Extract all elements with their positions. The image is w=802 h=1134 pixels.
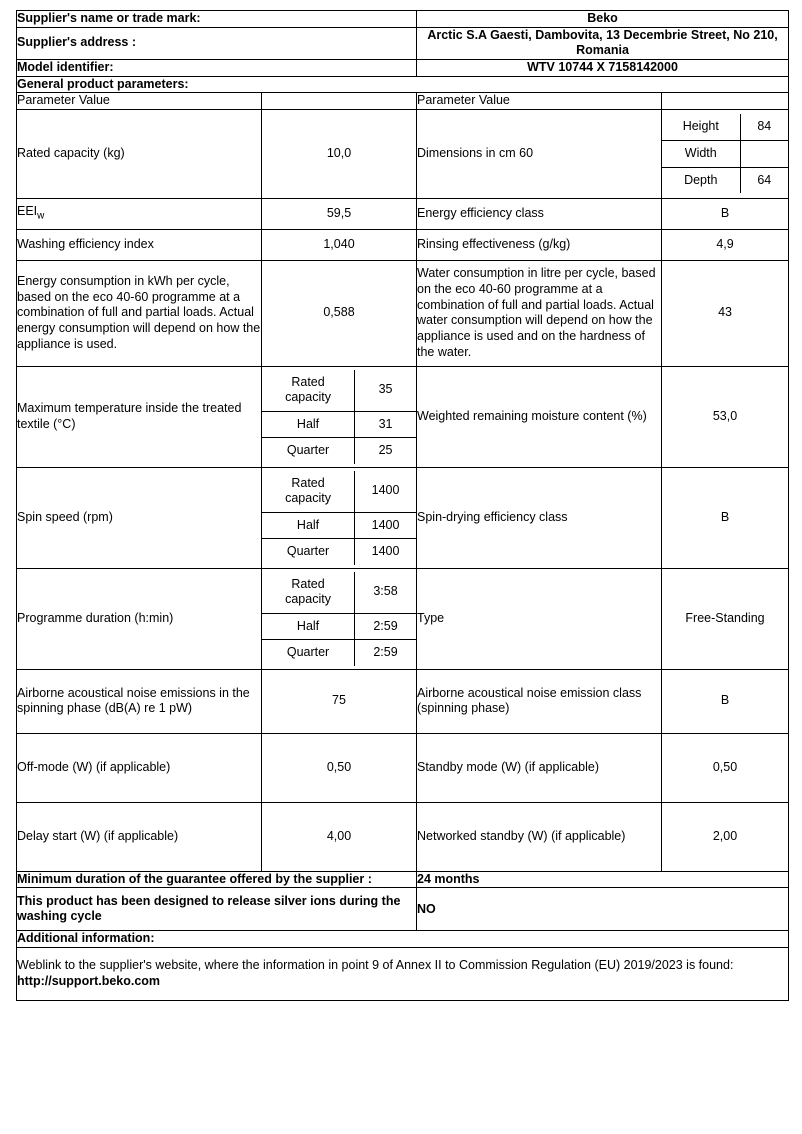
- eei-label: [17, 198, 262, 229]
- max-temperature-half-label: Half: [262, 411, 355, 438]
- table-row-noise: [17, 669, 789, 733]
- model-identifier-label: Model identifier:: [17, 59, 417, 76]
- max-temperature-values: [262, 366, 417, 467]
- weblink-text: Weblink to the supplier's website, where the information in point 9 of Annex II to Commission Regulation (EU) 2019/2023 is found:: [17, 958, 734, 973]
- energy-efficiency-class-label: Energy efficiency class: [417, 198, 662, 229]
- spin-speed-half-label: Half: [262, 512, 355, 539]
- dimensions-height-label: Height: [662, 114, 740, 140]
- noise-class-value: B: [662, 669, 789, 733]
- table-row-weblink: [17, 948, 789, 1001]
- eei-value: 59,5: [262, 198, 417, 229]
- washing-efficiency-index-value: 1,040: [262, 229, 417, 260]
- guarantee-label: Minimum duration of the guarantee offered by the supplier :: [17, 871, 417, 888]
- spin-speed-item: [262, 512, 416, 539]
- programme-duration-half-label: Half: [262, 613, 355, 640]
- weblink-row: [17, 948, 789, 1001]
- rated-capacity-label: Rated capacity (kg): [17, 109, 262, 198]
- model-identifier-value: WTV 10744 X 7158142000: [417, 59, 789, 76]
- max-temperature-item: [262, 411, 416, 438]
- table-row-eei: [17, 198, 789, 229]
- table-row-max-temperature: [17, 366, 789, 467]
- max-temperature-item: [262, 370, 416, 412]
- spin-speed-label: Spin speed (rpm): [17, 467, 262, 568]
- dimensions-width-value: [740, 140, 788, 167]
- dimensions-height-value: 84: [740, 114, 788, 140]
- dimensions-item: [662, 167, 788, 193]
- spin-speed-quarter-value: 1400: [371, 544, 400, 559]
- programme-duration-quarter-label: Quarter: [262, 640, 355, 666]
- delay-start-value: 4,00: [262, 802, 417, 871]
- table-row-supplier-address: [17, 27, 789, 59]
- max-temperature-rated-value: 35: [355, 370, 416, 412]
- off-mode-label: Off-mode (W) (if applicable): [17, 733, 262, 802]
- table-row-general-parameters: [17, 76, 789, 93]
- spin-drying-class-label: Spin-drying efficiency class: [417, 467, 662, 568]
- programme-duration-item: [262, 572, 416, 614]
- remaining-moisture-label: Weighted remaining moisture content (%): [417, 366, 662, 467]
- dimensions-width-label: Width: [662, 140, 740, 167]
- programme-duration-item: [262, 613, 416, 640]
- spin-drying-class-value: B: [662, 467, 789, 568]
- spin-speed-item: [262, 539, 416, 565]
- rated-capacity-value: 10,0: [262, 109, 417, 198]
- table-row-model-identifier: [17, 59, 789, 76]
- rinsing-effectiveness-label: Rinsing effectiveness (g/kg): [417, 229, 662, 260]
- additional-information-label: Additional information:: [17, 931, 789, 948]
- energy-efficiency-class-value: B: [662, 198, 789, 229]
- supplier-name-value: Beko: [417, 11, 789, 28]
- supplier-name-label: Supplier's name or trade mark:: [17, 11, 417, 28]
- table-row-supplier-name: [17, 11, 789, 28]
- dimensions-label: Dimensions in cm 60: [417, 109, 662, 198]
- programme-duration-label: Programme duration (h:min): [17, 568, 262, 669]
- programme-duration-rated-value: 3:58: [355, 572, 416, 614]
- washing-efficiency-index-label: Washing efficiency index: [17, 229, 262, 260]
- table-row-spin-speed: [17, 467, 789, 568]
- weblink-url[interactable]: http://support.beko.com: [17, 974, 161, 988]
- supplier-address-value: Arctic S.A Gaesti, Dambovita, 13 Decembrie Street, No 210, Romania: [417, 27, 789, 59]
- dimensions-item: [662, 114, 788, 140]
- table-row-silver-ions: [17, 888, 789, 931]
- type-label: Type: [417, 568, 662, 669]
- silver-ions-value: NO: [417, 888, 789, 931]
- programme-duration-values: [262, 568, 417, 669]
- max-temperature-item: [262, 438, 416, 464]
- programme-duration-item: [262, 640, 416, 666]
- dimensions-depth-label: Depth: [662, 167, 740, 193]
- programme-duration-half-value: 2:59: [355, 613, 416, 640]
- column-header-right-spacer: [662, 93, 789, 110]
- water-consumption-label: Water consumption in litre per cycle, based on the eco 40-60 programme at a combination of full and partial loads. Actual water consumption will depend on how the appliance is used and on the hardness of the water.: [417, 260, 662, 366]
- column-header-left: Parameter Value: [17, 93, 262, 110]
- table-row-rated-capacity: [17, 109, 789, 198]
- remaining-moisture-value: 53,0: [662, 366, 789, 467]
- table-row-washing-efficiency: [17, 229, 789, 260]
- max-temperature-label: Maximum temperature inside the treated textile (°C): [17, 366, 262, 467]
- dimensions-values: [662, 109, 789, 198]
- max-temperature-quarter-label: Quarter: [262, 438, 355, 464]
- rinsing-effectiveness-value: 4,9: [662, 229, 789, 260]
- max-temperature-quarter-value: 25: [378, 443, 393, 458]
- networked-standby-value: 2,00: [662, 802, 789, 871]
- table-row-guarantee: [17, 871, 789, 888]
- spin-speed-half-value: 1400: [355, 512, 416, 539]
- off-mode-value: 0,50: [262, 733, 417, 802]
- programme-duration-rated-label: Rated capacity: [262, 572, 355, 614]
- spin-speed-rated-label: Rated capacity: [262, 471, 355, 513]
- spin-speed-quarter-label: Quarter: [262, 539, 355, 565]
- standby-mode-value: 0,50: [662, 733, 789, 802]
- table-row-delay-start: [17, 802, 789, 871]
- column-header-left-spacer: [262, 93, 417, 110]
- water-consumption-value: 43: [662, 260, 789, 366]
- programme-duration-quarter-value: 2:59: [373, 645, 398, 660]
- table-row-off-mode: [17, 733, 789, 802]
- silver-ions-label: This product has been designed to release silver ions during the washing cycle: [17, 888, 417, 931]
- noise-class-label: Airborne acoustical noise emission class (spinning phase): [417, 669, 662, 733]
- general-parameters-label: General product parameters:: [17, 76, 789, 93]
- dimensions-depth-value: 64: [757, 172, 772, 187]
- spin-speed-rated-value: 1400: [355, 471, 416, 513]
- noise-emissions-label: Airborne acoustical noise emissions in the spinning phase (dB(A) re 1 pW): [17, 669, 262, 733]
- energy-consumption-value: 0,588: [262, 260, 417, 366]
- energy-consumption-label: Energy consumption in kWh per cycle, based on the eco 40-60 programme at a combination of full and partial loads. Actual energy consumption will depend on how the appliance is used.: [17, 260, 262, 366]
- max-temperature-rated-label: Rated capacity: [262, 370, 355, 412]
- eei-label-subscript: w: [37, 210, 45, 222]
- table-row-column-headers: [17, 93, 789, 110]
- standby-mode-label: Standby mode (W) (if applicable): [417, 733, 662, 802]
- table-row-additional-information: [17, 931, 789, 948]
- supplier-address-label: Supplier's address :: [17, 27, 417, 59]
- product-information-sheet: [16, 10, 789, 1001]
- type-value: Free-Standing: [662, 568, 789, 669]
- dimensions-item: [662, 140, 788, 167]
- eei-label-text: EEI: [17, 204, 38, 219]
- delay-start-label: Delay start (W) (if applicable): [17, 802, 262, 871]
- spin-speed-item: [262, 471, 416, 513]
- table-row-programme-duration: [17, 568, 789, 669]
- column-header-right: Parameter Value: [417, 93, 662, 110]
- networked-standby-label: Networked standby (W) (if applicable): [417, 802, 662, 871]
- table-row-consumption: [17, 260, 789, 366]
- guarantee-value: 24 months: [417, 871, 789, 888]
- spin-speed-values: [262, 467, 417, 568]
- noise-emissions-value: 75: [262, 669, 417, 733]
- max-temperature-half-value: 31: [355, 411, 416, 438]
